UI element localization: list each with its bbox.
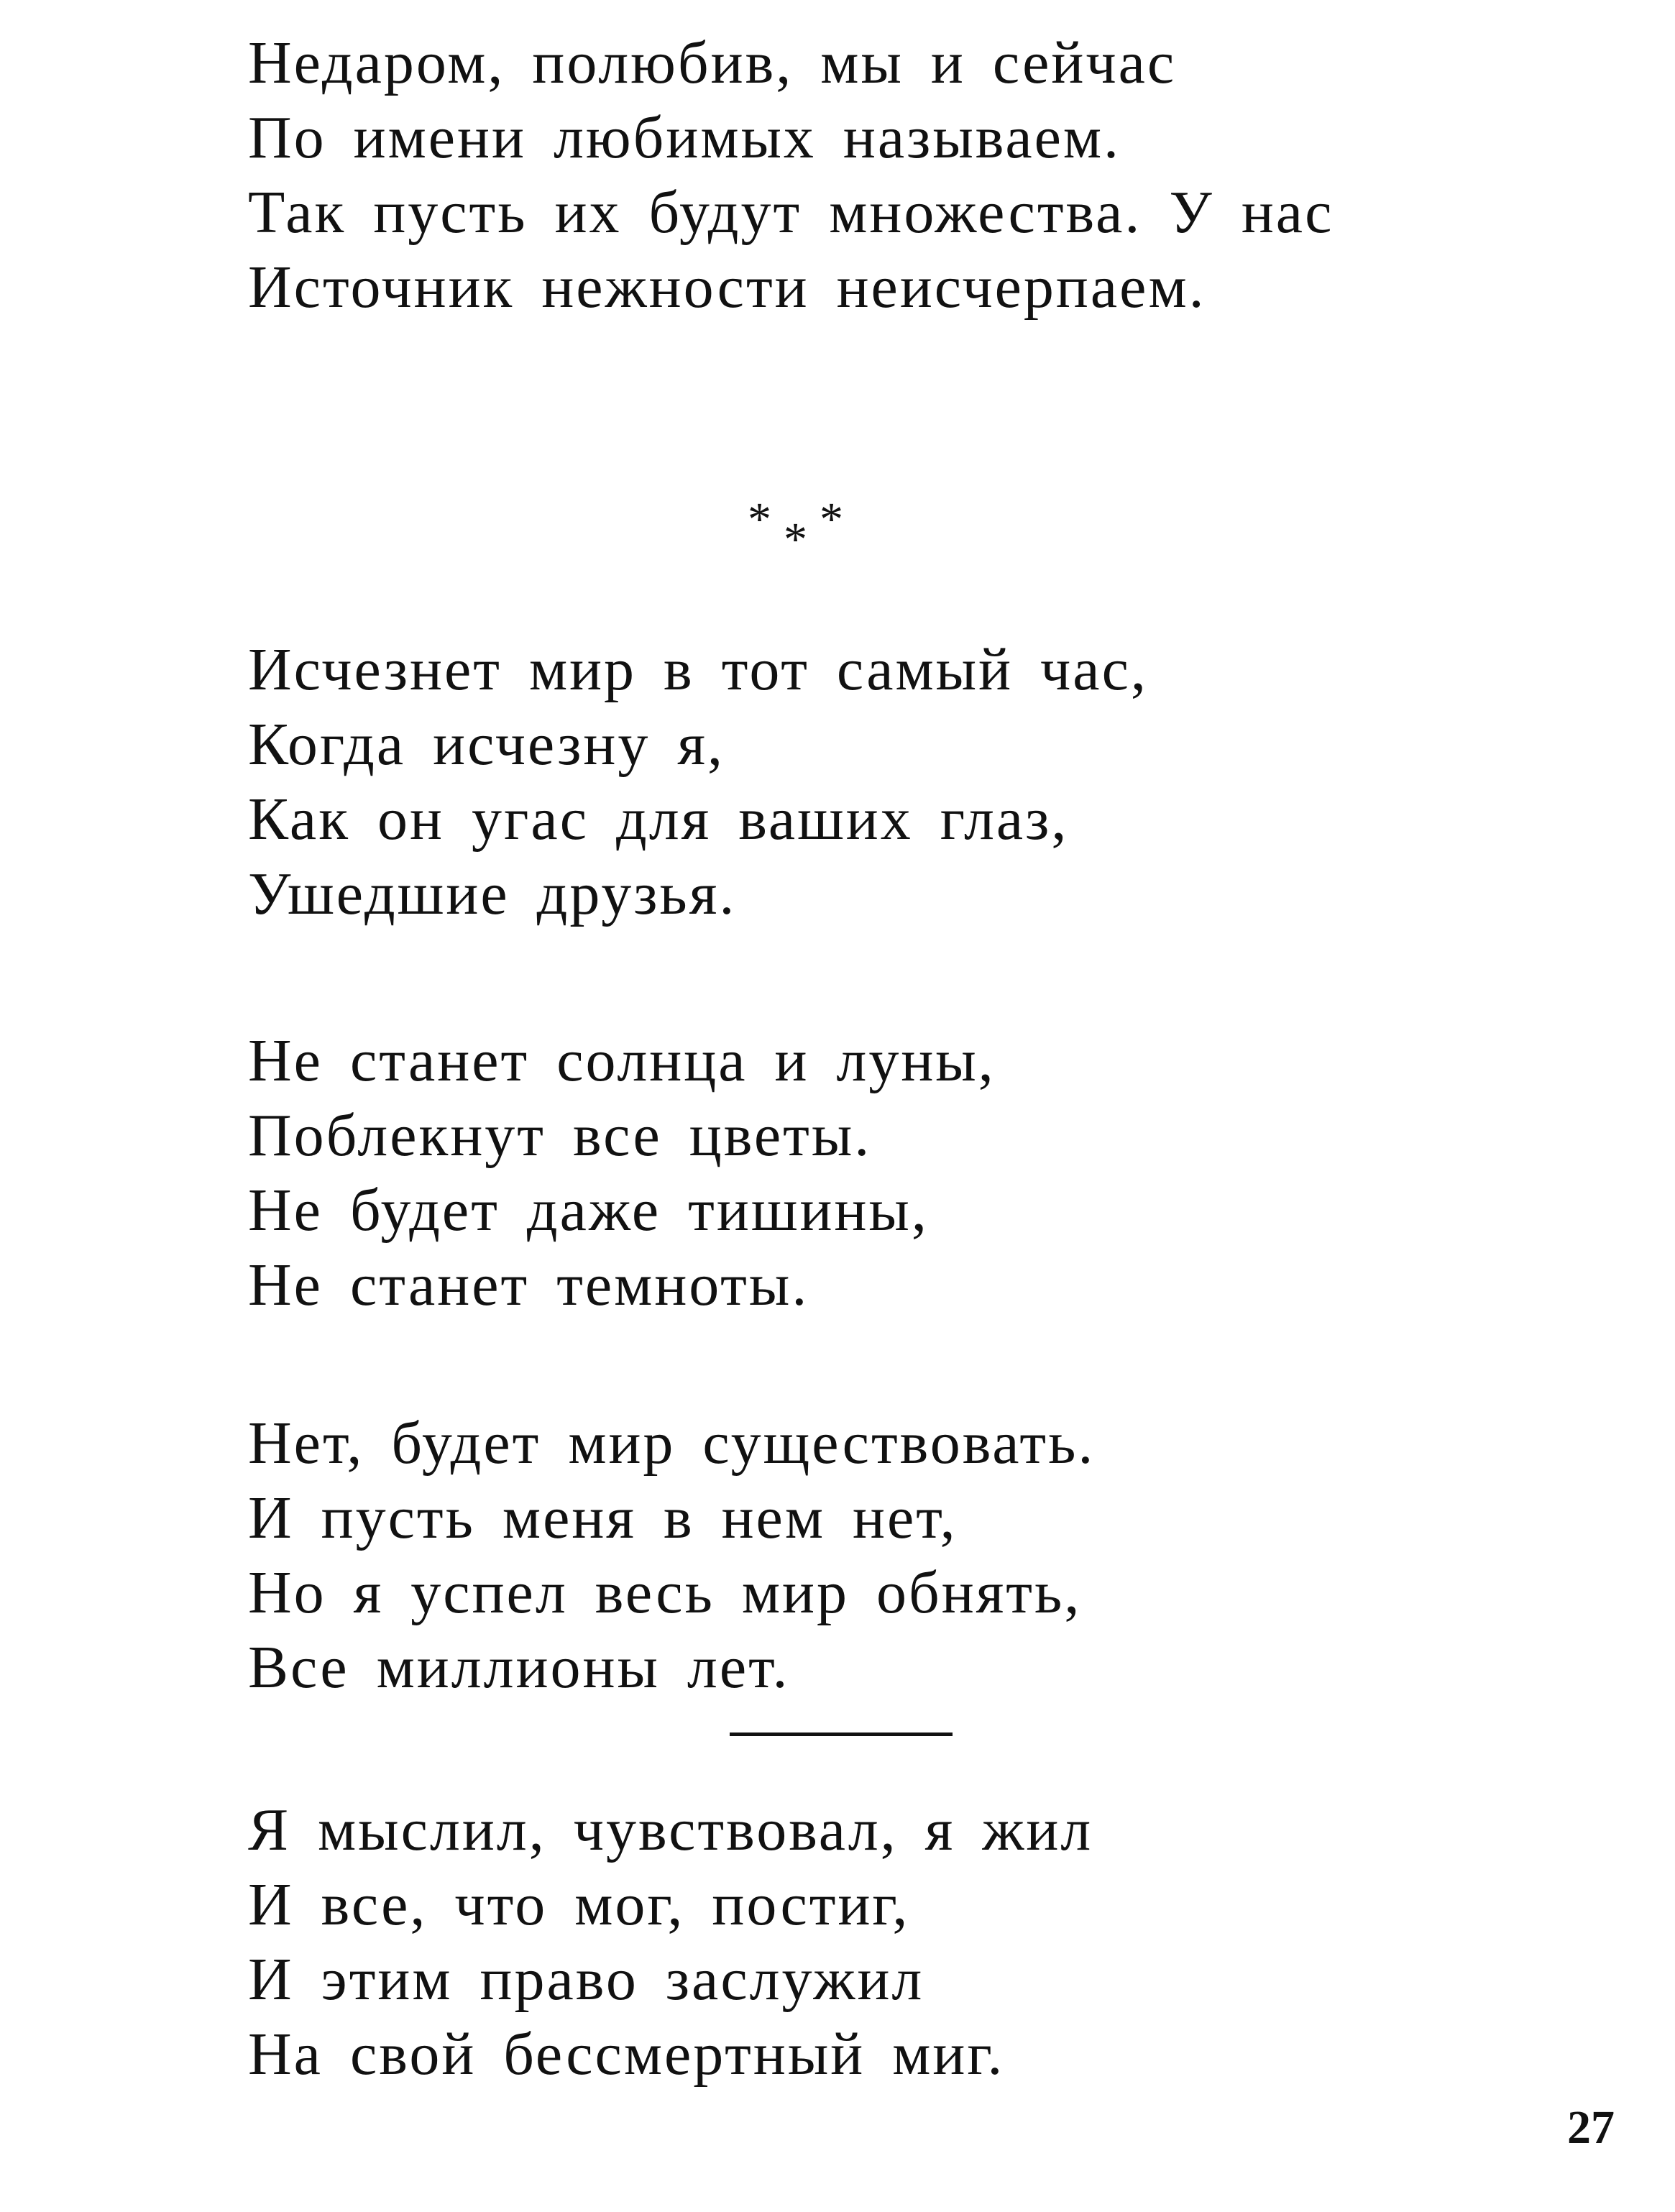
verse-line: И все, что мог, постиг, xyxy=(248,1871,910,1938)
asterisk: * xyxy=(748,493,771,546)
asterisk: * xyxy=(784,513,807,566)
verse-line: Не станет солнца и луны, xyxy=(248,1027,996,1094)
verse-line: И этим право заслужил xyxy=(248,1946,924,2013)
stanza-4 xyxy=(248,1793,1093,2092)
verse-line: Не будет даже тишины, xyxy=(248,1177,929,1244)
verse-line: Исчезнет мир в тот самый час, xyxy=(248,636,1148,703)
stanza-1 xyxy=(248,633,1148,932)
verse-line: Не станет темноты. xyxy=(248,1252,809,1318)
verse-line: По имени любимых называем. xyxy=(248,104,1121,171)
verse-line: Поблекнут все цветы. xyxy=(248,1102,872,1169)
verse-line: Все миллионы лет. xyxy=(248,1634,790,1701)
verse-line: Недаром, полюбив, мы и сейчас xyxy=(248,29,1177,96)
verse-line: Нет, будет мир существовать. xyxy=(248,1410,1096,1477)
verse-line: Но я успел весь мир обнять, xyxy=(248,1559,1082,1626)
verse-line: Источник нежности неисчерпаем. xyxy=(248,254,1206,321)
stanza-2 xyxy=(248,1024,996,1323)
verse-line: Так пусть их будут множества. У нас xyxy=(248,179,1334,246)
stanza-closing-previous-poem xyxy=(248,26,1334,325)
verse-line: Ушедшие друзья. xyxy=(248,861,737,927)
verse-line: И пусть меня в нем нет, xyxy=(248,1484,958,1551)
asterism-separator xyxy=(748,493,848,575)
asterisk: * xyxy=(820,493,843,546)
verse-line: Я мыслил, чувствовал, я жил xyxy=(248,1796,1093,1863)
page-number: 27 xyxy=(1567,2101,1615,2154)
verse-line: На свой бессмертный миг. xyxy=(248,2021,1005,2088)
section-divider-rule xyxy=(730,1733,953,1736)
stanza-3 xyxy=(248,1406,1095,1705)
verse-line: Когда исчезну я, xyxy=(248,711,725,778)
verse-line: Как он угас для ваших глаз, xyxy=(248,786,1069,853)
